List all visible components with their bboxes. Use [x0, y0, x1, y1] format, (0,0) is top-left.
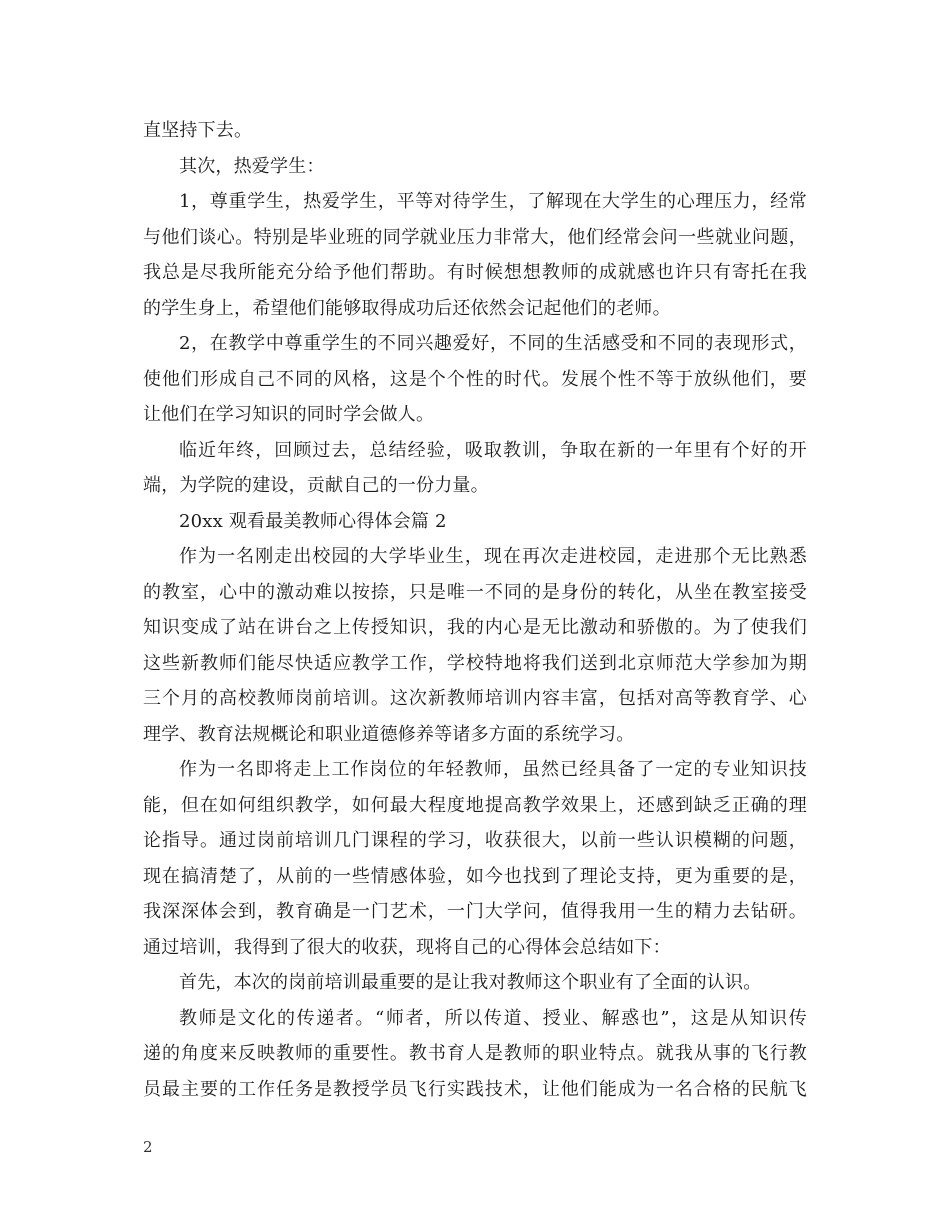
- text-line: 直坚持下去。: [143, 120, 253, 141]
- text-line: 作为一名刚走出校园的大学毕业生，现在再次走进校园，走进那个无比熟悉: [179, 546, 807, 567]
- text-line: 教师是文化的传递者。“师者，所以传道、授业、解惑也”，这是从知识传: [179, 1007, 807, 1029]
- text-line: 现在搞清楚了，从前的一些情感体验，如今也找到了理论支持，更为重要的是，: [143, 865, 807, 887]
- text-line: 端，为学院的建设，贡献自己的一份力量。: [143, 475, 489, 496]
- text-line: 的教室，心中的激动难以按捺，只是唯一不同的是身份的转化，从坐在教室接受: [143, 581, 807, 603]
- text-line: 与他们谈心。特别是毕业班的同学就业压力非常大，他们经常会问一些就业问题，: [143, 226, 807, 248]
- text-line: 的学生身上，希望他们能够取得成功后还依然会记起他们的老师。: [143, 297, 671, 319]
- text-line: 首先，本次的岗前培训最重要的是让我对教师这个职业有了全面的认识。: [179, 972, 762, 993]
- page-number: 2: [143, 1138, 153, 1156]
- text-line: 使他们形成自己不同的风格，这是个个性的时代。发展个性不等于放纵他们，要: [143, 368, 807, 390]
- text-line: 20xx 观看最美教师心得体会篇 2: [179, 510, 447, 532]
- body-text: [143, 113, 807, 1107]
- text-line: 三个月的高校教师岗前培训。这次新教师培训内容丰富，包括对高等教育学、心: [143, 688, 807, 709]
- text-line: 我深深体会到，教育确是一门艺术，一门大学问，值得我用一生的精力去钻研。: [143, 901, 807, 922]
- text-line: 临近年终，回顾过去，总结经验，吸取教训，争取在新的一年里有个好的开: [179, 439, 807, 461]
- text-line: 2，在教学中尊重学生的不同兴趣爱好，不同的生活感受和不同的表现形式，: [179, 333, 807, 354]
- text-line: 我总是尽我所能充分给予他们帮助。有时候想想教师的成就感也许只有寄托在我: [143, 262, 807, 283]
- text-line: 作为一名即将走上工作岗位的年轻教师，虽然已经具备了一定的专业知识技: [179, 759, 807, 780]
- text-line: 递的角度来反映教师的重要性。教书育人是教师的职业特点。就我从事的飞行教: [143, 1043, 807, 1064]
- text-line: 知识变成了站在讲台之上传授知识，我的内心是无比激动和骄傲的。为了使我们: [143, 617, 807, 638]
- text-line: 其次，热爱学生：: [179, 155, 325, 177]
- text-line: 员最主要的工作任务是教授学员飞行实践技术，让他们能成为一名合格的民航飞: [143, 1078, 807, 1100]
- text-line: 让他们在学习知识的同时学会做人。: [143, 404, 435, 425]
- text-line: 理学、教育法规概论和职业道德修养等诸多方面的系统学习。: [143, 723, 635, 745]
- text-line: 论指导。通过岗前培训几门课程的学习，收获很大，以前一些认识模糊的问题，: [143, 830, 807, 851]
- text-line: 1，尊重学生，热爱学生，平等对待学生，了解现在大学生的心理压力，经常: [179, 191, 807, 212]
- text-line: 通过培训，我得到了很大的收获，现将自己的心得体会总结如下：: [143, 936, 671, 958]
- text-line: 能，但在如何组织教学，如何最大程度地提高教学效果上，还感到缺乏正确的理: [143, 794, 807, 816]
- text-line: 这些新教师们能尽快适应教学工作，学校特地将我们送到北京师范大学参加为期: [143, 652, 807, 674]
